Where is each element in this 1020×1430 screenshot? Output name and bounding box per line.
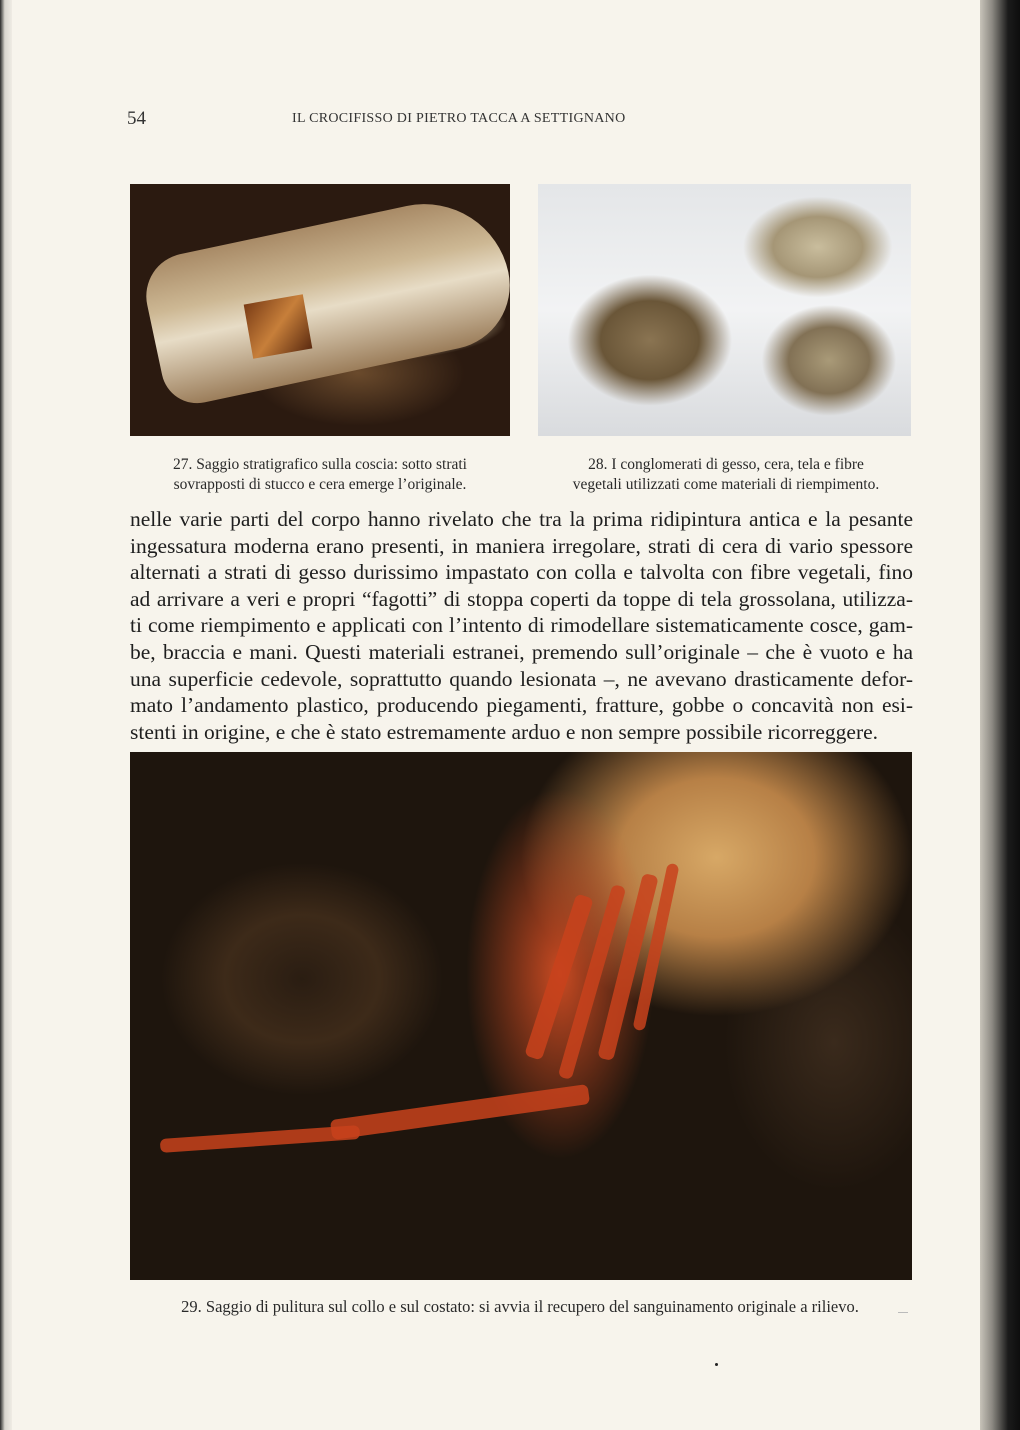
figure-28-photo (538, 184, 911, 436)
figure-27-thigh-shape (138, 188, 510, 410)
figure-27-test-window (244, 294, 313, 359)
body-line: ad arrivare a veri e propri “fagotti” di stoppa coperti da toppe di tela grossolana, utilizza- (130, 586, 913, 611)
figure-27-caption (130, 455, 510, 495)
figure-29-caption: 29. Saggio di pulitura sul collo e sul costato: si avvia il recupero del sanguinamento originale a rilievo. (181, 1297, 859, 1316)
body-paragraph (130, 506, 913, 745)
figure-28-caption (538, 455, 914, 495)
print-mark (898, 1312, 908, 1313)
figure-28-caption-line2: vegetali utilizzati come materiali di riempimento. (572, 476, 880, 493)
figure-27-caption-line1: 27. Saggio stratigrafico sulla coscia: sotto strati (172, 456, 467, 473)
body-line: una superficie cedevole, soprattutto quando lesionata –, ne avevano drasticamente defor- (130, 666, 913, 691)
body-line: mato l’andamento plastico, producendo piegamenti, fratture, gobbe o concavità non esi- (130, 693, 913, 718)
page-header (12, 108, 980, 132)
book-page (12, 0, 980, 1430)
page-number: 54 (127, 108, 146, 129)
figure-27-caption-line2: sovrapposti di stucco e cera emerge l’originale. (173, 476, 467, 493)
body-line: nelle varie parti del corpo hanno rivelato che tra la prima ridipintura antica e la pesante (130, 507, 913, 531)
running-title: IL CROCIFISSO DI PIETRO TACCA A SETTIGNANO (292, 111, 626, 126)
body-line: stenti in origine, e che è stato estremamente arduo e non sempre possibile ricorreggere. (130, 719, 879, 744)
figure-27-photo (130, 184, 510, 436)
body-line: ingessatura moderna erano presenti, in maniera irregolare, strati di cera di vario spessore (130, 533, 913, 558)
body-line: be, braccia e mani. Questi materiali estranei, premendo sull’originale – che è vuoto e ha (130, 639, 913, 664)
page-edge-left (0, 0, 12, 1430)
figure-29-blood-streak (330, 1084, 590, 1140)
figure-29-blood-streak (160, 1125, 360, 1153)
page-edge-right (980, 0, 1020, 1430)
figure-28-caption-line1: 28. I conglomerati di gesso, cera, tela e fibre (588, 456, 864, 473)
body-line: alternati a strati di gesso durissimo impastato con colla e talvolta con fibre vegetali, fino (130, 560, 913, 585)
body-line: ti come riempimento e applicati con l’intento di rimodellare sistematicamente cosce, gam- (130, 613, 913, 638)
figure-29-photo (130, 752, 912, 1280)
paper-speck (715, 1363, 718, 1366)
